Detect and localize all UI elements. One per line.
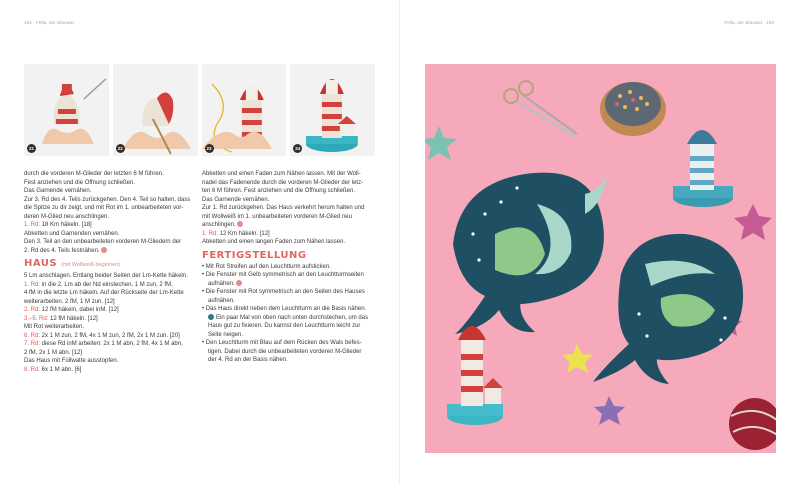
section-heading-fertigstellung: FERTIGSTELLUNG xyxy=(202,249,307,261)
step-number-badge: 22 xyxy=(117,146,123,151)
text-line: 4 fM in die letzte Lm häkeln. Auf der Rückseite der Lm-Kette xyxy=(24,290,184,296)
instructions-column-right xyxy=(202,170,374,365)
section-heading-haus: HAUS (mit Wollweiß beginnen) xyxy=(24,258,121,269)
round-label: 3.–5. Rd: xyxy=(24,315,49,322)
text-line: Den 3. Teil an den unbearbeiteten vorderen M-Gliedern der xyxy=(24,239,181,245)
step-photo-21 xyxy=(24,64,109,156)
bullet-item: • Mit Rot Streifen auf den Leuchtturm aufsticken. xyxy=(202,263,331,270)
step-photo-22 xyxy=(113,64,198,156)
round-instruction: 1. Rd: 12 Km häkeln. [12] xyxy=(202,230,270,237)
text-line: Das Haus mit Füllwatte ausstopfen. xyxy=(24,358,119,364)
running-head-right: Fella, der Blauwal · 105 xyxy=(724,20,774,25)
text-line: 2. Rd des 4. Teils festnähen. xyxy=(24,247,196,256)
tip-marker-icon xyxy=(236,280,242,286)
text-line: Abketten und Garnenden vernähen. xyxy=(24,230,120,237)
step-number-badge: 24 xyxy=(295,146,301,151)
step-photo-23 xyxy=(202,64,287,156)
text-line: Abketten und einen langen Faden zum Nähen lassen. xyxy=(202,239,346,245)
text-line: 2 fM, 2x 1 M abn. [12] xyxy=(24,349,83,356)
round-label: 1. Rd: xyxy=(24,222,41,228)
text-line: Zur 3. Rd des 4. Teils zurückgehen. Den 4. Teil so halten, dass xyxy=(24,196,191,203)
text-line: Zur 1. Rd zurückgehen. Das Haus verkehrt herum halten und xyxy=(202,205,365,211)
round-instruction: 1. Rd: 18 Km häkeln. [18] xyxy=(24,222,92,228)
bullet-continuation: Ein paar Mal von oben nach unten durchstechen, um das xyxy=(202,314,374,323)
bullet-item: • Den Leuchtturm mit Blau auf dem Rücken des Wals befes- xyxy=(202,340,362,346)
text-line: nadel das Fadenende durch die vorderen M-Glieder der letz- xyxy=(202,179,364,186)
tip-marker-icon xyxy=(208,314,214,320)
bullet-continuation: Haus gut zu fixieren. Du kannst den Leuchtturm leicht zur xyxy=(208,323,361,329)
text-line: weiterarbeiten. 2 fM, 1 M zun. [12] xyxy=(24,298,115,305)
bullet-continuation: Seite neigen. xyxy=(208,331,244,338)
bullet-continuation: aufnähen. xyxy=(202,280,374,289)
round-label: 7. Rd: xyxy=(24,341,41,347)
pincushion-icon xyxy=(600,82,666,136)
tip-marker-icon xyxy=(237,221,243,227)
bullet-item: • Die Fenster mit Gelb symmetrisch an den Leuchtturmseiten xyxy=(202,272,364,278)
round-instruction: 3.–5. Rd: 12 fM häkeln. [12] xyxy=(24,315,98,322)
step-photo-strip xyxy=(24,64,375,156)
round-instruction: 2. Rd: 12 fM häkeln, dabei inM. [12] xyxy=(24,307,119,313)
section-heading-note: (mit Wollweiß beginnen) xyxy=(61,262,121,268)
text-line: mit Wollweiß im 1. unbearbeiteten vorderen M-Glied neu xyxy=(202,213,352,220)
text-line: Abketten und einen Faden zum Nähen lassen. Mit der Woll- xyxy=(202,171,361,177)
bullet-continuation: der 4. Rd an der Basis nähen. xyxy=(208,357,288,363)
running-head-left: 104 · Fella, der Blauwal xyxy=(24,20,74,25)
round-instruction: 1. Rd: in die 2. Lm ab der Nd einstechen, 1 M zun, 2 fM, xyxy=(24,281,173,288)
text-line: ten 6 M führen. Fest anziehen und die Öffnung schließen. xyxy=(202,188,355,194)
text-line: Mit Rot weiterarbeiten. xyxy=(24,324,85,330)
step-photo-24 xyxy=(290,64,375,156)
round-instruction: 6. Rd: 2x 1 M zun, 2 fM, 4x 1 M zun, 2 fM, 2x 1 M zun. [20] xyxy=(24,332,180,339)
whale-photo-illustration xyxy=(425,64,776,453)
instructions-column-left xyxy=(24,170,196,374)
bullet-continuation: tigen. Dabei durch die unbearbeiteten vorderen M-Glieder xyxy=(208,348,362,355)
round-instruction: 8. Rd: 6x 1 M abn. [6] xyxy=(24,366,82,373)
step-number-badge: 23 xyxy=(206,146,212,151)
round-label: 6. Rd: xyxy=(24,332,41,339)
text-line: deren M-Glied neu anschlingen. xyxy=(24,213,110,220)
round-label: 1. Rd: xyxy=(24,281,41,288)
text-line: Das Garnende vernähen. xyxy=(202,196,270,203)
text-line: anschlingen. xyxy=(202,221,374,230)
step-number-badge: 21 xyxy=(28,146,34,151)
whale-lighthouse-photo xyxy=(425,64,776,453)
bullet-continuation: aufnähen. xyxy=(208,297,235,304)
tip-marker-icon xyxy=(101,247,107,253)
text-line: Das Garnende vernähen. xyxy=(24,188,92,194)
text-line: durch die vorderen M-Glieder der letzten 6 M führen. xyxy=(24,171,164,177)
round-label: 2. Rd: xyxy=(24,307,41,313)
round-label: 1. Rd: xyxy=(202,230,219,237)
text-line: Fest anziehen und die Öffnung schließen. xyxy=(24,179,135,186)
round-instruction: 7. Rd: diese Rd inM arbeiten: 2x 1 M abn, 2 fM, 4x 1 M abn, xyxy=(24,341,183,347)
text-line: 5 Lm anschlagen. Entlang beider Seiten der Lm-Kette häkeln. xyxy=(24,273,188,279)
round-label: 8. Rd: xyxy=(24,366,41,373)
text-line: die Spitze zu dir zeigt, und mit Rot im 1. unbearbeiteten vor- xyxy=(24,205,184,211)
bullet-item: • Das Haus direkt neben dem Leuchtturm an die Basis nähen. xyxy=(202,306,367,312)
bullet-item: • Die Fenster mit Rot symmetrisch an den Seiten des Hauses xyxy=(202,289,365,295)
